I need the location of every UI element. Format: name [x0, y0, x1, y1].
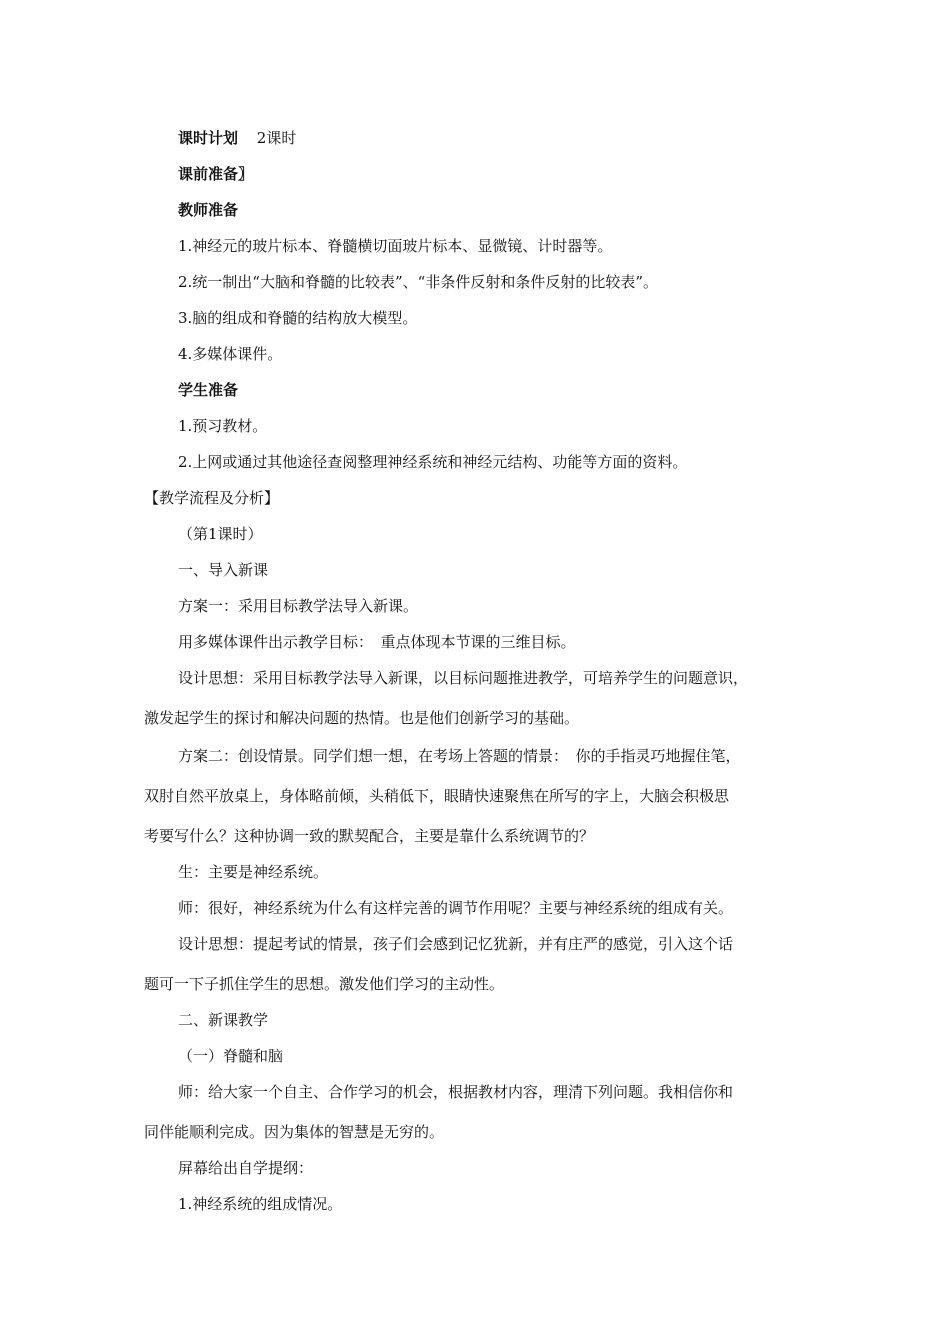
teacher-reply: 师：很好，神经系统为什么有这样完善的调节作用呢？主要与神经系统的组成有关。	[178, 899, 734, 917]
teacher-prep-item: 2.统一制出“大脑和脊髓的比较表”、“非条件反射和条件反射的比较表”。	[178, 273, 658, 291]
student-prep-item: 1.预习教材。	[178, 417, 268, 435]
paragraph-line: 师：给大家一个自主、合作学习的机会，根据教材内容，理清下列问题。我相信你和	[178, 1083, 734, 1101]
lesson-plan-value: 2课时	[256, 129, 297, 147]
outline-label: 屏幕给出自学提纲：	[178, 1159, 314, 1177]
period-label: （第1课时）	[178, 525, 263, 543]
paragraph-line: 激发起学生的探讨和解决问题的热情。也是他们创新学习的基础。	[144, 709, 580, 727]
paragraph-line: 方案二：创设情景。同学们想一想，在考场上答题的情景： 你的手指灵巧地握住笔，	[178, 747, 741, 765]
paragraph-line: 题可一下子抓住学生的思想。激发他们学习的主动性。	[144, 975, 505, 993]
lesson-plan-label: 课时计划	[178, 129, 239, 147]
pre-class-prep-heading: 课前准备〗	[178, 165, 254, 183]
section-heading: 一、导入新课	[178, 561, 269, 579]
outline-item: 1.神经系统的组成情况。	[178, 1195, 343, 1213]
teacher-prep-item: 1.神经元的玻片标本、脊髓横切面玻片标本、显微镜、计时器等。	[178, 237, 613, 255]
paragraph-line: 设计思想：提起考试的情景，孩子们会感到记忆犹新，并有庄严的感觉，引入这个话	[178, 935, 734, 953]
student-answer: 生：主要是神经系统。	[178, 863, 329, 881]
flow-heading: 【教学流程及分析】	[144, 489, 280, 507]
teacher-prep-heading: 教师准备	[178, 201, 239, 219]
paragraph-line: 用多媒体课件出示教学目标： 重点体现本节课的三维目标。	[178, 633, 576, 651]
paragraph-line: 方案一：采用目标教学法导入新课。	[178, 597, 419, 615]
subsection-heading: （一）脊髓和脑	[178, 1047, 284, 1065]
lesson-plan-line	[178, 128, 296, 148]
teacher-prep-item: 3.脑的组成和脊髓的结构放大模型。	[178, 309, 418, 327]
student-prep-item: 2.上网或通过其他途径查阅整理神经系统和神经元结构、功能等方面的资料。	[178, 453, 688, 471]
paragraph-line: 设计思想：采用目标教学法导入新课，以目标问题推进教学，可培养学生的问题意识，	[178, 669, 749, 687]
teacher-prep-item: 4.多媒体课件。	[178, 345, 283, 363]
paragraph-line: 同伴能顺利完成。因为集体的智慧是无穷的。	[144, 1123, 445, 1141]
student-prep-heading: 学生准备	[178, 381, 239, 399]
section-heading: 二、新课教学	[178, 1011, 269, 1029]
paragraph-line: 考要写什么？这种协调一致的默契配合，主要是靠什么系统调节的？	[144, 827, 595, 845]
paragraph-line: 双肘自然平放桌上，身体略前倾，头稍低下，眼睛快速聚焦在所写的字上，大脑会积极思	[144, 787, 730, 805]
